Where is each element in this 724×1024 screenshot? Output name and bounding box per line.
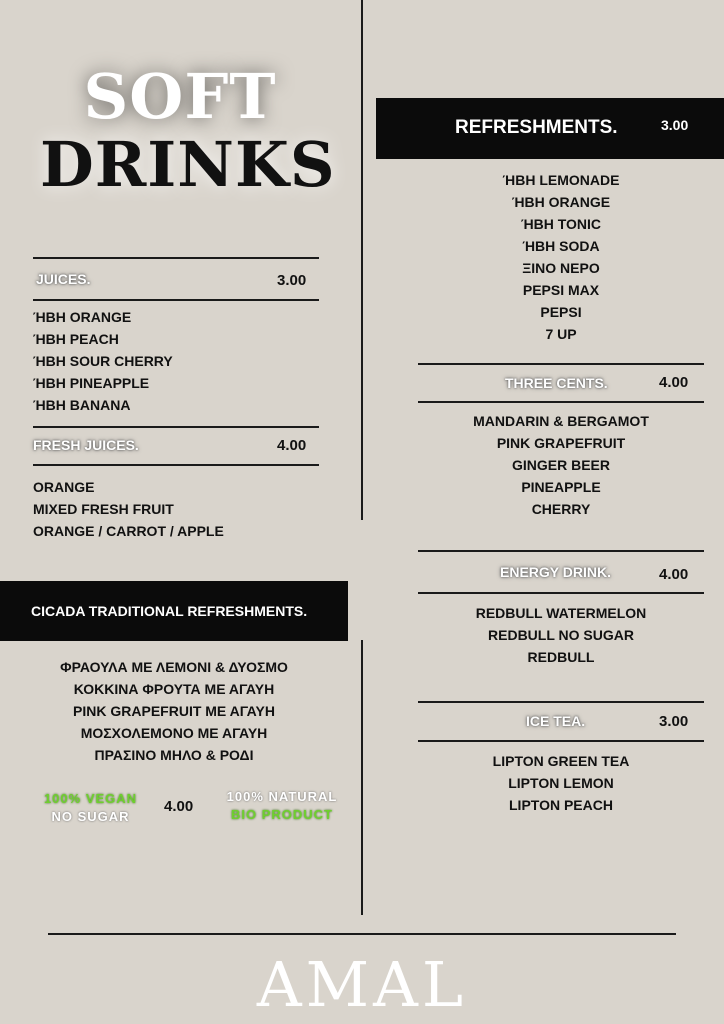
- natural-badge-line1: 100% NATURAL: [226, 789, 338, 804]
- fresh-juices-top-rule: [33, 426, 319, 428]
- list-item: ORANGE: [33, 479, 95, 495]
- list-item: ΉΒΗ BANANA: [33, 397, 131, 413]
- ice-tea-top-rule: [418, 701, 704, 703]
- list-item: ΉΒΗ TONIC: [520, 216, 602, 232]
- fresh-juices-label: FRESH JUICES.: [33, 437, 139, 453]
- list-item: ΉΒΗ LEMONADE: [502, 172, 620, 188]
- list-item: ΉΒΗ PINEAPPLE: [33, 375, 150, 391]
- refreshments-label: REFRESHMENTS.: [455, 117, 618, 138]
- natural-badge-line2: BIO PRODUCT: [231, 807, 333, 822]
- vegan-badge: [28, 790, 153, 826]
- list-item: 7 UP: [545, 326, 577, 342]
- list-item: CHERRY: [531, 501, 591, 517]
- list-item: ΠΡΑΣΙΝΟ ΜΗΛΟ & ΡΟΔΙ: [94, 747, 254, 763]
- list-item: ΉΒΗ SOUR CHERRY: [33, 353, 173, 369]
- three-cents-list: [418, 410, 704, 520]
- juices-price: 3.00: [277, 272, 307, 289]
- ice-tea-label: ICE TEA.: [526, 713, 586, 729]
- juices-bottom-rule: [33, 299, 319, 301]
- refreshments-list: [418, 169, 704, 345]
- list-item: LIPTON PEACH: [509, 797, 613, 813]
- list-item: REDBULL WATERMELON: [475, 605, 647, 621]
- ice-tea-bottom-rule: [418, 740, 704, 742]
- ice-tea-list: [418, 750, 704, 816]
- cicada-price: 4.00: [164, 798, 194, 815]
- list-item: MIXED FRESH FRUIT: [33, 501, 174, 517]
- refreshments-header-bar: [376, 98, 724, 159]
- cicada-header-bar: [0, 581, 348, 641]
- list-item: REDBULL: [527, 649, 595, 665]
- list-item: ΉΒΗ SODA: [522, 238, 600, 254]
- center-divider-lower: [361, 640, 363, 915]
- list-item: LIPTON GREEN TEA: [492, 753, 630, 769]
- list-item: PINK GRAPEFRUIT: [496, 435, 626, 451]
- footer-rule: [48, 933, 676, 935]
- list-item: LIPTON LEMON: [508, 775, 614, 791]
- list-item: ΜΟΣΧΟΛΕΜΟΝΟ ΜΕ ΑΓΑΥΗ: [80, 725, 268, 741]
- fresh-juices-bottom-rule: [33, 464, 319, 466]
- natural-badge: [212, 788, 352, 824]
- list-item: PINK GRAPEFRUIT ΜΕ ΑΓΑΥΗ: [73, 703, 275, 719]
- energy-top-rule: [418, 550, 704, 552]
- ice-tea-price: 3.00: [659, 713, 689, 730]
- vegan-badge-line1: 100% VEGAN: [43, 791, 138, 806]
- three-cents-price: 4.00: [659, 374, 689, 391]
- cicada-label: CICADA TRADITIONAL REFRESHMENTS.: [31, 603, 308, 619]
- three-cents-bottom-rule: [418, 401, 704, 403]
- list-item: ΦΡΑΟΥΛΑ ΜΕ ΛΕΜΟΝΙ & ΔΥΟΣΜΟ: [60, 659, 288, 675]
- brand-logo: AMAL: [256, 948, 468, 1021]
- list-item: GINGER BEER: [511, 457, 610, 473]
- list-item: ΉΒΗ ORANGE: [511, 194, 611, 210]
- list-item: MANDARIN & BERGAMOT: [473, 413, 649, 429]
- energy-bottom-rule: [418, 592, 704, 594]
- juices-list: [33, 306, 173, 416]
- list-item: ΚΟΚΚΙΝΑ ΦΡΟΥΤΑ ΜΕ ΑΓΑΥΗ: [73, 681, 275, 697]
- fresh-juices-list: [33, 476, 224, 542]
- refreshments-price: 3.00: [661, 117, 689, 133]
- three-cents-label: THREE CENTS.: [505, 375, 608, 391]
- cicada-list: [0, 656, 348, 766]
- list-item: REDBULL NO SUGAR: [488, 627, 634, 643]
- list-item: PEPSI MAX: [522, 282, 600, 298]
- fresh-juices-price: 4.00: [277, 437, 307, 454]
- three-cents-top-rule: [418, 363, 704, 365]
- list-item: PINEAPPLE: [521, 479, 601, 495]
- juices-top-rule: [33, 257, 319, 259]
- energy-list: [418, 602, 704, 668]
- list-item: ORANGE / CARROT / APPLE: [33, 523, 224, 539]
- list-item: ΉΒΗ PEACH: [33, 331, 119, 347]
- list-item: PEPSI: [540, 304, 582, 320]
- vegan-badge-line2: NO SUGAR: [51, 809, 130, 824]
- title-soft: SOFT: [83, 60, 277, 133]
- center-divider: [361, 0, 363, 520]
- energy-label: ENERGY DRINK.: [500, 564, 611, 580]
- list-item: ΞΙΝΟ ΝΕΡΟ: [522, 260, 600, 276]
- list-item: ΉΒΗ ORANGE: [33, 309, 132, 325]
- juices-label: JUICES.: [36, 271, 91, 287]
- title-drinks: DRINKS: [40, 128, 336, 201]
- energy-price: 4.00: [659, 566, 689, 583]
